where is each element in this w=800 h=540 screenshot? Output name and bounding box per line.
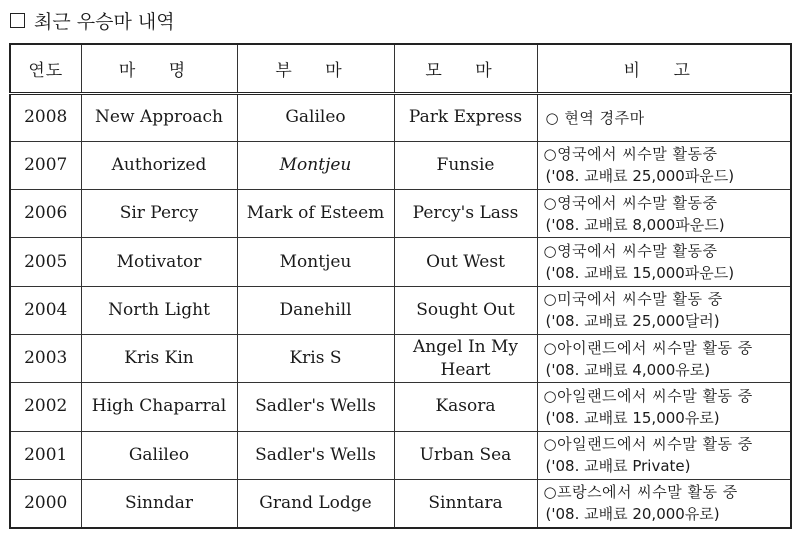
- remark-line-1: ○영국에서 씨수말 활동중: [543, 145, 718, 164]
- dam-cell: Sought Out: [394, 286, 537, 334]
- remark-line-2: ('08. 교배료 15,000파운드): [545, 264, 735, 283]
- year-cell: 2000: [10, 479, 81, 527]
- horse-name-cell: Sir Percy: [81, 190, 237, 238]
- table-row: [10, 383, 791, 431]
- remarks-cell: [537, 238, 791, 286]
- sire-cell: Mark of Esteem: [237, 190, 394, 238]
- horse-name-cell: Motivator: [81, 238, 237, 286]
- horse-name-cell: Sinndar: [81, 479, 237, 527]
- dam-cell: Kasora: [394, 383, 537, 431]
- dam-cell: Percy's Lass: [394, 190, 537, 238]
- horse-name-cell: High Chaparral: [81, 383, 237, 431]
- table-header-row: [10, 44, 791, 93]
- remark-line-1: ○아이랜드에서 씨수말 활동 중: [543, 338, 753, 357]
- horse-name-cell: North Light: [81, 286, 237, 334]
- sire-cell: Danehill: [237, 286, 394, 334]
- table-row: [10, 238, 791, 286]
- remark-line-2: ('08. 교배료 25,000달러): [545, 312, 720, 331]
- year-cell: 2007: [10, 141, 81, 189]
- remarks-cell: [537, 141, 791, 189]
- year-cell: 2001: [10, 431, 81, 479]
- table-row: [10, 479, 791, 527]
- section-title: [8, 5, 175, 35]
- remarks-cell: [537, 190, 791, 238]
- sire-cell: Montjeu: [237, 141, 394, 189]
- remark-line-1: ○ 현역 경주마: [545, 108, 645, 127]
- sire-cell: Galileo: [237, 93, 394, 141]
- remark-line-2: ('08. 교배료 Private): [545, 457, 691, 476]
- remark-line-1: ○프랑스에서 씨수말 활동 중: [543, 483, 738, 502]
- dam-cell: Urban Sea: [394, 431, 537, 479]
- dam-cell: Sinntara: [394, 479, 537, 527]
- remarks-cell: [537, 479, 791, 527]
- dam-cell: Funsie: [394, 141, 537, 189]
- sire-cell: Sadler's Wells: [237, 383, 394, 431]
- table-row: [10, 190, 791, 238]
- remarks-cell: [537, 286, 791, 334]
- dam-cell: Out West: [394, 238, 537, 286]
- sire-cell: Sadler's Wells: [237, 431, 394, 479]
- remarks-cell: [537, 93, 791, 141]
- header-horse-name: 마 명: [81, 44, 237, 93]
- year-cell: 2008: [10, 93, 81, 141]
- remark-line-1: ○영국에서 씨수말 활동중: [543, 242, 718, 261]
- header-dam: 모 마: [394, 44, 537, 93]
- year-cell: 2002: [10, 383, 81, 431]
- table-row: [10, 334, 791, 382]
- remark-line-1: ○영국에서 씨수말 활동중: [543, 193, 718, 212]
- header-sire: 부 마: [237, 44, 394, 93]
- remark-line-2: ('08. 교배료 20,000유로): [545, 505, 720, 524]
- table-row: [10, 141, 791, 189]
- sire-cell: Montjeu: [237, 238, 394, 286]
- year-cell: 2005: [10, 238, 81, 286]
- remark-line-1: ○미국에서 씨수말 활동 중: [543, 290, 723, 309]
- remarks-cell: [537, 334, 791, 382]
- year-cell: 2004: [10, 286, 81, 334]
- header-remarks: 비 고: [537, 44, 791, 93]
- table-row: [10, 286, 791, 334]
- table-row: [10, 431, 791, 479]
- header-year: 연도: [10, 44, 81, 93]
- horse-name-cell: Galileo: [81, 431, 237, 479]
- remarks-cell: [537, 383, 791, 431]
- dam-name: Angel In My Heart: [412, 336, 519, 380]
- remark-line-2: ('08. 교배료 8,000파운드): [545, 215, 725, 234]
- year-cell: 2003: [10, 334, 81, 382]
- checkbox-square-icon: [10, 13, 25, 28]
- remarks-cell: [537, 431, 791, 479]
- winners-table: [9, 43, 792, 529]
- dam-cell: Park Express: [394, 93, 537, 141]
- horse-name-cell: New Approach: [81, 93, 237, 141]
- horse-name-cell: Authorized: [81, 141, 237, 189]
- horse-name-cell: Kris Kin: [81, 334, 237, 382]
- remark-line-2: ('08. 교배료 15,000유로): [545, 408, 720, 427]
- remark-line-2: ('08. 교배료 25,000파운드): [545, 167, 735, 186]
- sire-cell: Grand Lodge: [237, 479, 394, 527]
- remark-line-1: ○아일랜드에서 씨수말 활동 중: [543, 435, 753, 454]
- sire-cell: Kris S: [237, 334, 394, 382]
- section-title-text: 최근 우승마 내역: [34, 10, 175, 33]
- table-row: [10, 93, 791, 141]
- dam-cell: [394, 334, 537, 382]
- year-cell: 2006: [10, 190, 81, 238]
- remark-line-1: ○아일랜드에서 씨수말 활동 중: [543, 386, 753, 405]
- remark-line-2: ('08. 교배료 4,000유로): [545, 360, 711, 379]
